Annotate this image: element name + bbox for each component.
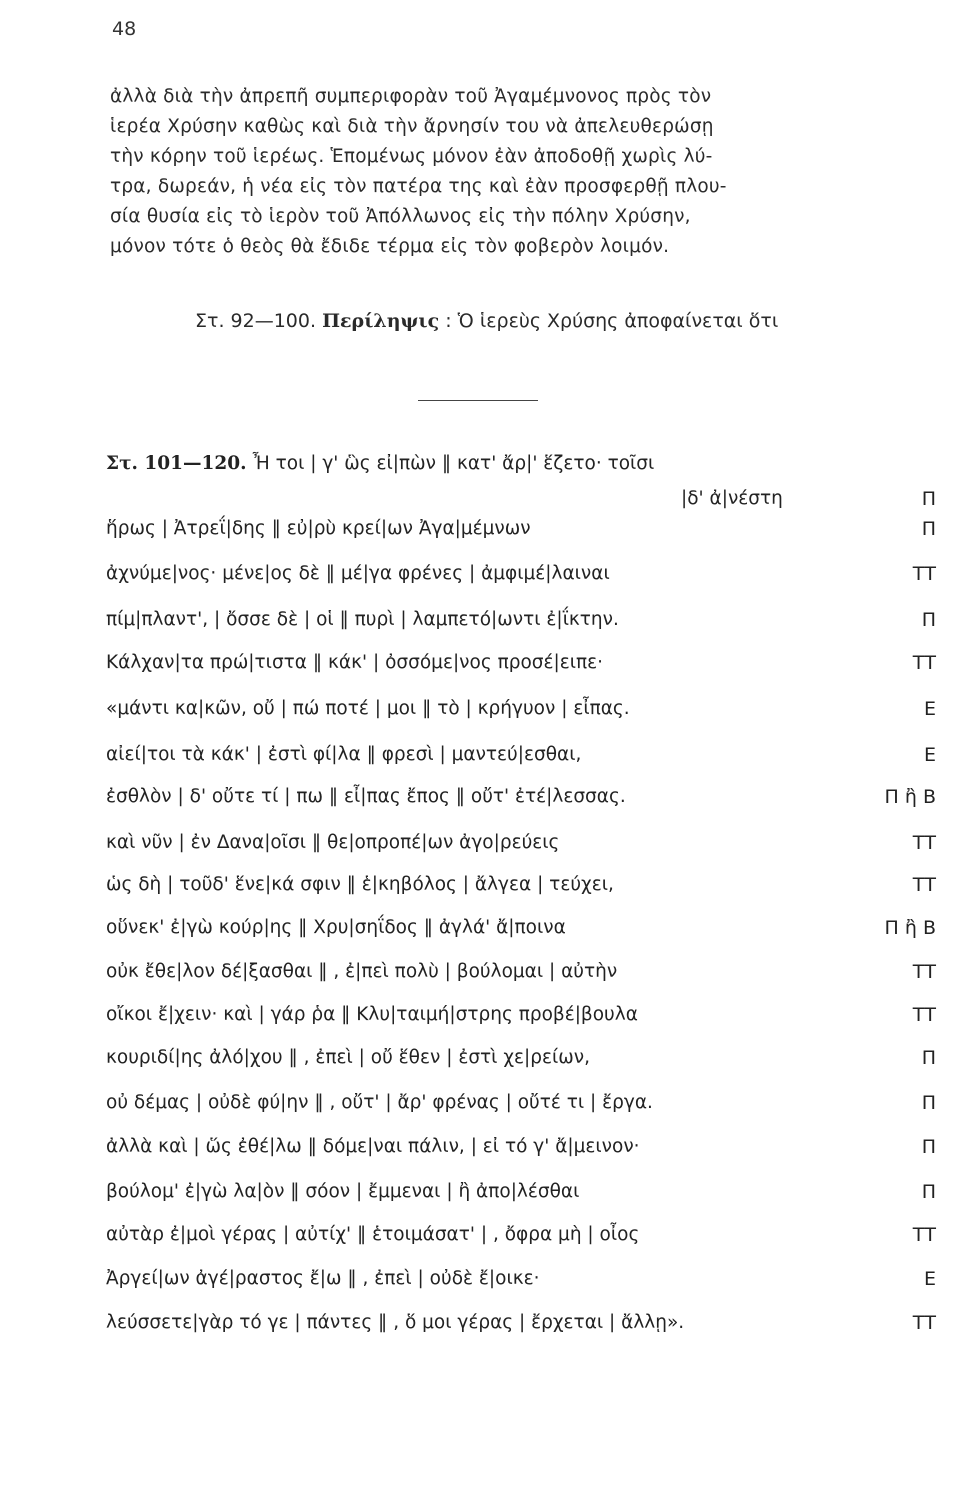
prose-line: ἀλλὰ διὰ τὴν ἀπρεπῆ συμπεριφορὰν τοῦ Ἀγαμέμνονος πρὸς τὸν <box>110 86 712 107</box>
verse-line <box>106 1041 936 1075</box>
meter-code: Π <box>921 1092 936 1114</box>
verse-line <box>106 603 936 637</box>
verse-line <box>106 780 936 814</box>
meter-code: ΤΤ <box>912 961 936 983</box>
prose-line: μόνον τότε ὁ θεὸς θὰ ἔδιδε τέρμα εἰς τὸν φοβερὸν λοιμόν. <box>110 236 670 257</box>
meter-code: ΤΤ <box>912 652 936 674</box>
verse-line <box>106 1306 936 1340</box>
verse-text: οὕνεκ' ἐ|γὼ κούρ|ης ‖ Χρυ|σηΐδος ‖ ἀγλά' ἄ|ποινα <box>106 917 566 938</box>
verse-text: ὡς δὴ | τοῦδ' ἕνε|κά σφιν ‖ ἑ|κηβόλος | ἄλγεα | τεύχει, <box>106 874 614 895</box>
meter-code: Π <box>921 1136 936 1158</box>
prose-paragraph <box>110 82 940 262</box>
meter-code: ΤΤ <box>912 1004 936 1026</box>
verse-text: πίμ|πλαντ', | ὄσσε δὲ | οἱ ‖ πυρὶ | λαμπετό|ωντι ἐ|ΐκτην. <box>106 609 619 630</box>
verse-line <box>106 692 936 726</box>
verse-line <box>106 512 936 546</box>
meter-code: Π ἢ Β <box>884 786 936 808</box>
verse-line <box>106 1130 936 1164</box>
verse-line <box>106 1218 936 1252</box>
verse-line <box>106 911 936 945</box>
verse-words: Ἦ τοι | γ' ὣς εἰ|πὼν ‖ κατ' ἄρ|' ἕζετο· τοῖσι <box>252 453 655 474</box>
verse-line <box>106 826 936 860</box>
meter-code: ΤΤ <box>912 1224 936 1246</box>
verse-text: οὐκ ἔθε|λον δέ|ξασθαι ‖ , ἐ|πεὶ πολὺ | βούλομαι | αὐτὴν <box>106 961 618 982</box>
meter-code: Π <box>921 518 936 540</box>
verse-text: οἴκοι ἔ|χειν· καὶ | γάρ ῥα ‖ Κλυ|ταιμή|στρης προβέ|βουλα <box>106 1004 638 1025</box>
verse-line <box>106 1086 936 1120</box>
verse-line <box>106 447 936 481</box>
verse-text: κουριδί|ης ἀλό|χου ‖ , ἐπεὶ | οὔ ἕθεν | ἐστὶ χε|ρείων, <box>106 1047 590 1068</box>
verse-line <box>106 955 936 989</box>
prose-line: σία θυσία εἰς τὸ ἱερὸν τοῦ Ἀπόλλωνος εἰς τὴν πόλην Χρύσην, <box>110 206 691 227</box>
meter-code: Π <box>921 1181 936 1203</box>
verse-text: οὐ δέμας | οὐδὲ φύ|ην ‖ , οὔτ' | ἄρ' φρένας | οὔτέ τι | ἔργα. <box>106 1092 653 1113</box>
verse-text: Κάλχαν|τα πρώ|τιστα ‖ κάκ' | ὀσσόμε|νος προσέ|ειπε· <box>106 652 604 673</box>
verse-line <box>106 1175 936 1209</box>
summary-label: Περίληψις <box>322 310 440 332</box>
verse-line <box>106 557 936 591</box>
verse-line <box>106 1262 936 1296</box>
verse-text: καὶ νῦν | ἐν Δανα|οῖσι ‖ θε|οπροπέ|ων ἀγο|ρεύεις <box>106 832 560 853</box>
verse-text <box>106 447 654 481</box>
verse-text: λεύσσετε|γὰρ τό γε | πάντες ‖ , ὅ μοι γέρας | ἔρχεται | ἄλλῃ». <box>106 1312 685 1333</box>
verse-line <box>106 738 936 772</box>
prose-line: τρα, δωρεάν, ἡ νέα εἰς τὸν πατέρα της καὶ ἐὰν προσφερθῇ πλου- <box>110 176 727 197</box>
meter-code: Π <box>921 609 936 631</box>
meter-code: ΤΤ <box>912 1312 936 1334</box>
section-divider <box>418 400 538 401</box>
verse-text: ἀχνύμε|νος· μένε|ος δὲ ‖ μέ|γα φρένες | ἀμφιμέ|λαιναι <box>106 563 610 584</box>
verse-line <box>106 646 936 680</box>
verse-text: αἰεί|τοι τὰ κάκ' | ἐστὶ φί|λα ‖ φρεσὶ | μαντεύ|εσθαι, <box>106 744 582 765</box>
meter-code: Π <box>921 488 936 510</box>
meter-code: ΤΤ <box>912 874 936 896</box>
verse-text: βούλομ' ἐ|γὼ λα|ὸν ‖ σόον | ἔμμεναι | ἢ ἀπο|λέσθαι <box>106 1181 580 1202</box>
verse-text: ἐσθλὸν | δ' οὔτε τί | πω ‖ εἶ|πας ἔπος ‖ οὔτ' ἐτέ|λεσσας. <box>106 786 626 807</box>
meter-code: ΤΤ <box>912 563 936 585</box>
verse-line <box>106 998 936 1032</box>
verse-text: ἀλλὰ καὶ | ὥς ἐθέ|λω ‖ δόμε|ναι πάλιν, | εἰ τό γ' ἄ|μεινον· <box>106 1136 640 1157</box>
meter-code: Π <box>921 1047 936 1069</box>
verse-line <box>106 482 936 516</box>
verse-text: «μάντι κα|κῶν, οὔ | πώ ποτέ | μοι ‖ τὸ | κρήγυον | εἶπας. <box>106 698 630 719</box>
verse-text: |δ' ἀ|νέστη <box>681 488 783 509</box>
verse-text: αὐτὰρ ἐ|μοὶ γέρας | αὐτίχ' ‖ ἑτοιμάσατ' | , ὄφρα μὴ | οἶος <box>106 1224 640 1245</box>
prose-line: τὴν κόρην τοῦ ἱερέως. Ἑπομένως μόνον ἐὰν ἀποδοθῇ χωρὶς λύ- <box>110 146 713 167</box>
meter-code: Ε <box>923 698 936 720</box>
verse-ref: Στ. 101—120. <box>106 453 247 474</box>
verse-text: ἥρως | Ἀτρεΐ|δης ‖ εὐ|ρὺ κρεί|ων Ἀγα|μέμνων <box>106 518 531 539</box>
summary-ref: Στ. 92—100. <box>195 310 317 332</box>
verse-line <box>106 868 936 902</box>
verse-text: Ἀργεί|ων ἀγέ|ραστος ἔ|ω ‖ , ἐπεὶ | οὐδὲ ἔ|οικε· <box>106 1268 540 1289</box>
meter-code: ΤΤ <box>912 832 936 854</box>
summary-text: : Ὁ ἱερεὺς Χρύσης ἀποφαίνεται ὅτι <box>445 310 779 332</box>
summary-line <box>195 310 778 332</box>
page-number: 48 <box>112 18 137 40</box>
meter-code: Ε <box>923 744 936 766</box>
prose-line: ἱερέα Χρύσην καθὼς καὶ διὰ τὴν ἄρνησίν του νὰ ἀπελευθερώσῃ <box>110 116 714 137</box>
meter-code: Ε <box>923 1268 936 1290</box>
meter-code: Π ἢ Β <box>884 917 936 939</box>
